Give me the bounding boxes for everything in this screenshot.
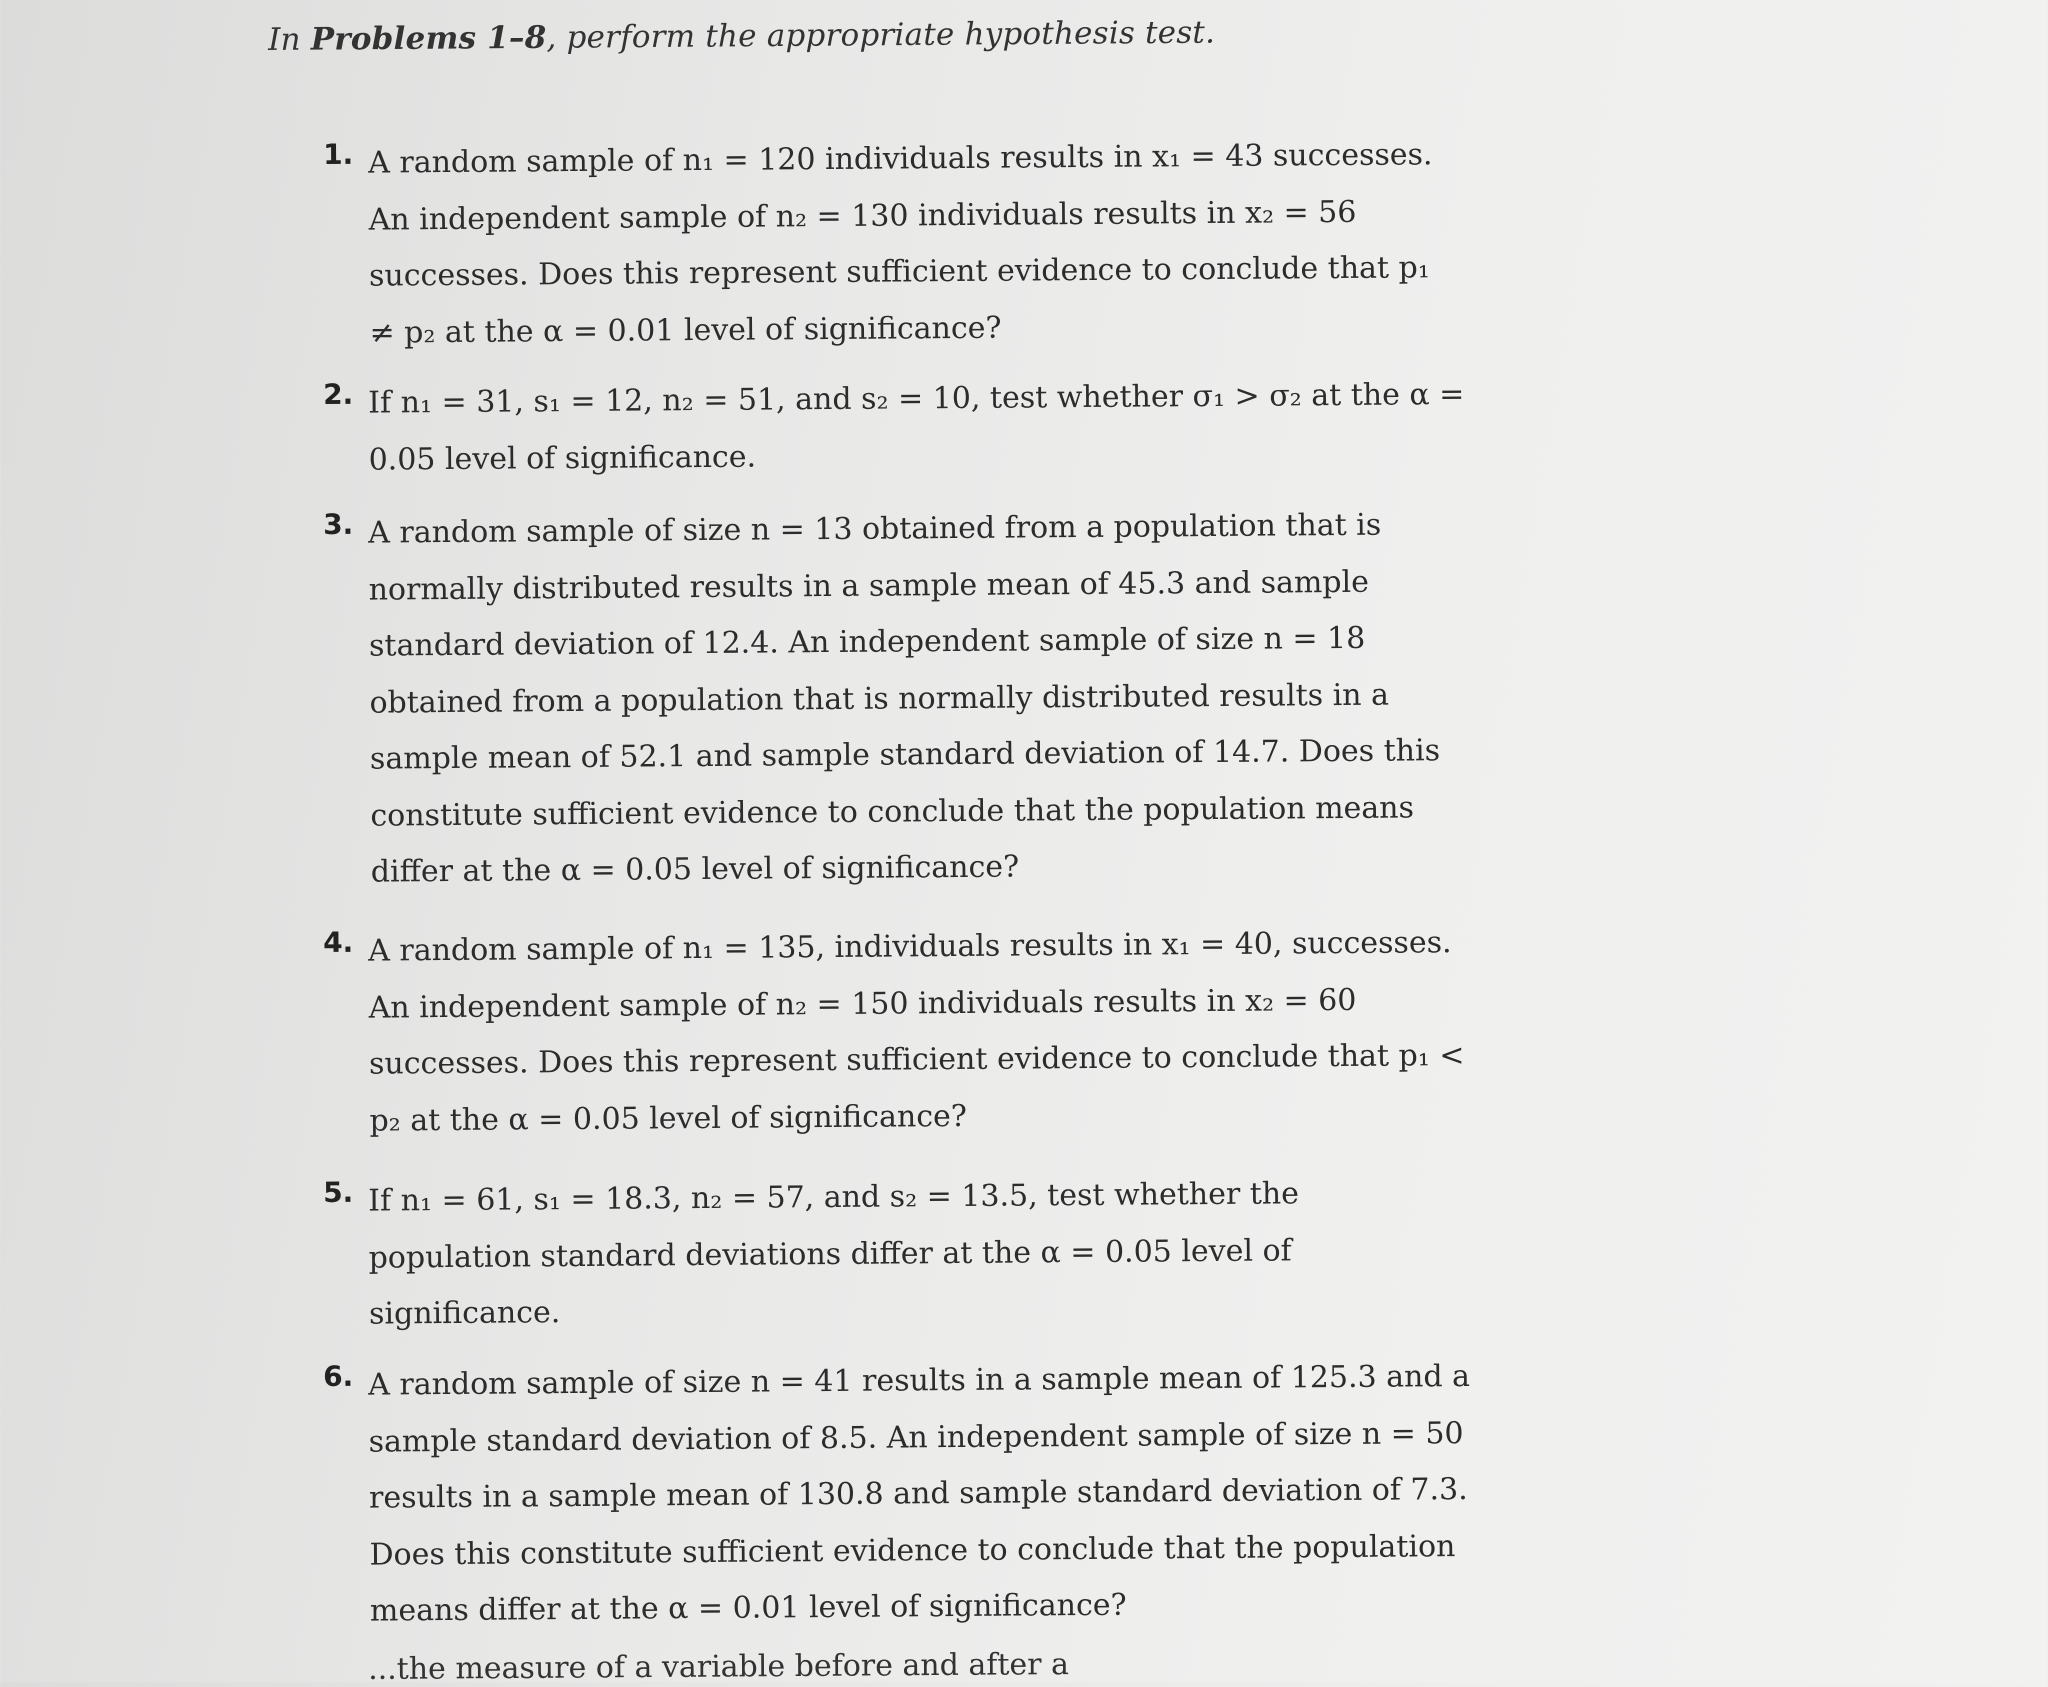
problem-2 bbox=[323, 369, 1483, 478]
problem-text: A random sample of size n = 13 obtained from a population that is normally distributed results in a sample mean of 45.3 and sample standard deviation of 12.4. An independent sample of size n = 18 obtained from a population that is normally distributed results in a sample mean of 52.1 and sample standard deviation of 14.7. Does this constitute sufficient evidence to conclude that the population means differ at the α = 0.05 level of significance? bbox=[368, 507, 1441, 890]
problem-number: 1. bbox=[323, 137, 354, 171]
instructions-range: Problems 1–8 bbox=[310, 19, 547, 58]
problem-text: A random sample of n₁ = 120 individuals results in x₁ = 43 successes. An independent sample of n₂ = 130 individuals results in x₂ = 56 successes. Does this represent sufficient evidence to conclude that p₁ ≠ p₂ at the α = 0.01 level of significance? bbox=[368, 137, 1433, 351]
problem-number: 2. bbox=[323, 377, 354, 411]
problem-number: 6. bbox=[323, 1359, 354, 1393]
instructions-heading bbox=[268, 15, 1215, 58]
problem-text: If n₁ = 61, s₁ = 18.3, n₂ = 57, and s₂ = 13.5, test whether the population standard deviations differ at the α = 0.05 level of significance. bbox=[368, 1176, 1300, 1332]
problem-text: If n₁ = 31, s₁ = 12, n₂ = 51, and s₂ = 10, test whether σ₁ > σ₂ at the α = 0.05 level of significance. bbox=[368, 377, 1465, 478]
instructions-prefix: In bbox=[268, 21, 311, 58]
problem-3 bbox=[323, 499, 1483, 890]
problem-number: 4. bbox=[323, 925, 354, 959]
instructions-rest: , perform the appropriate hypothesis test. bbox=[546, 14, 1216, 56]
problem-number: 3. bbox=[323, 507, 354, 541]
problem-6 bbox=[323, 1351, 1483, 1629]
problem-1 bbox=[323, 129, 1483, 351]
problem-5 bbox=[323, 1167, 1483, 1332]
problem-text: A random sample of n₁ = 135, individuals results in x₁ = 40, successes. An independent sample of n₂ = 150 individuals results in x₂ = 60 successes. Does this represent sufficient evidence to conclude that p₁ < p₂ at the α = 0.05 level of significance? bbox=[368, 925, 1465, 1139]
problem-text: A random sample of size n = 41 results in a sample mean of 125.3 and a sample standard deviation of 8.5. An independent sample of size n = 50 results in a sample mean of 130.8 and sample standard deviation of 7.3. Does this constitute sufficient evidence to conclude that the population means differ at the α = 0.01 level of significance? bbox=[368, 1358, 1471, 1629]
problem-number: 5. bbox=[323, 1175, 354, 1209]
cutoff-next-problem: ...the measure of a variable before and after a bbox=[368, 1647, 1070, 1687]
problem-4 bbox=[323, 917, 1483, 1139]
